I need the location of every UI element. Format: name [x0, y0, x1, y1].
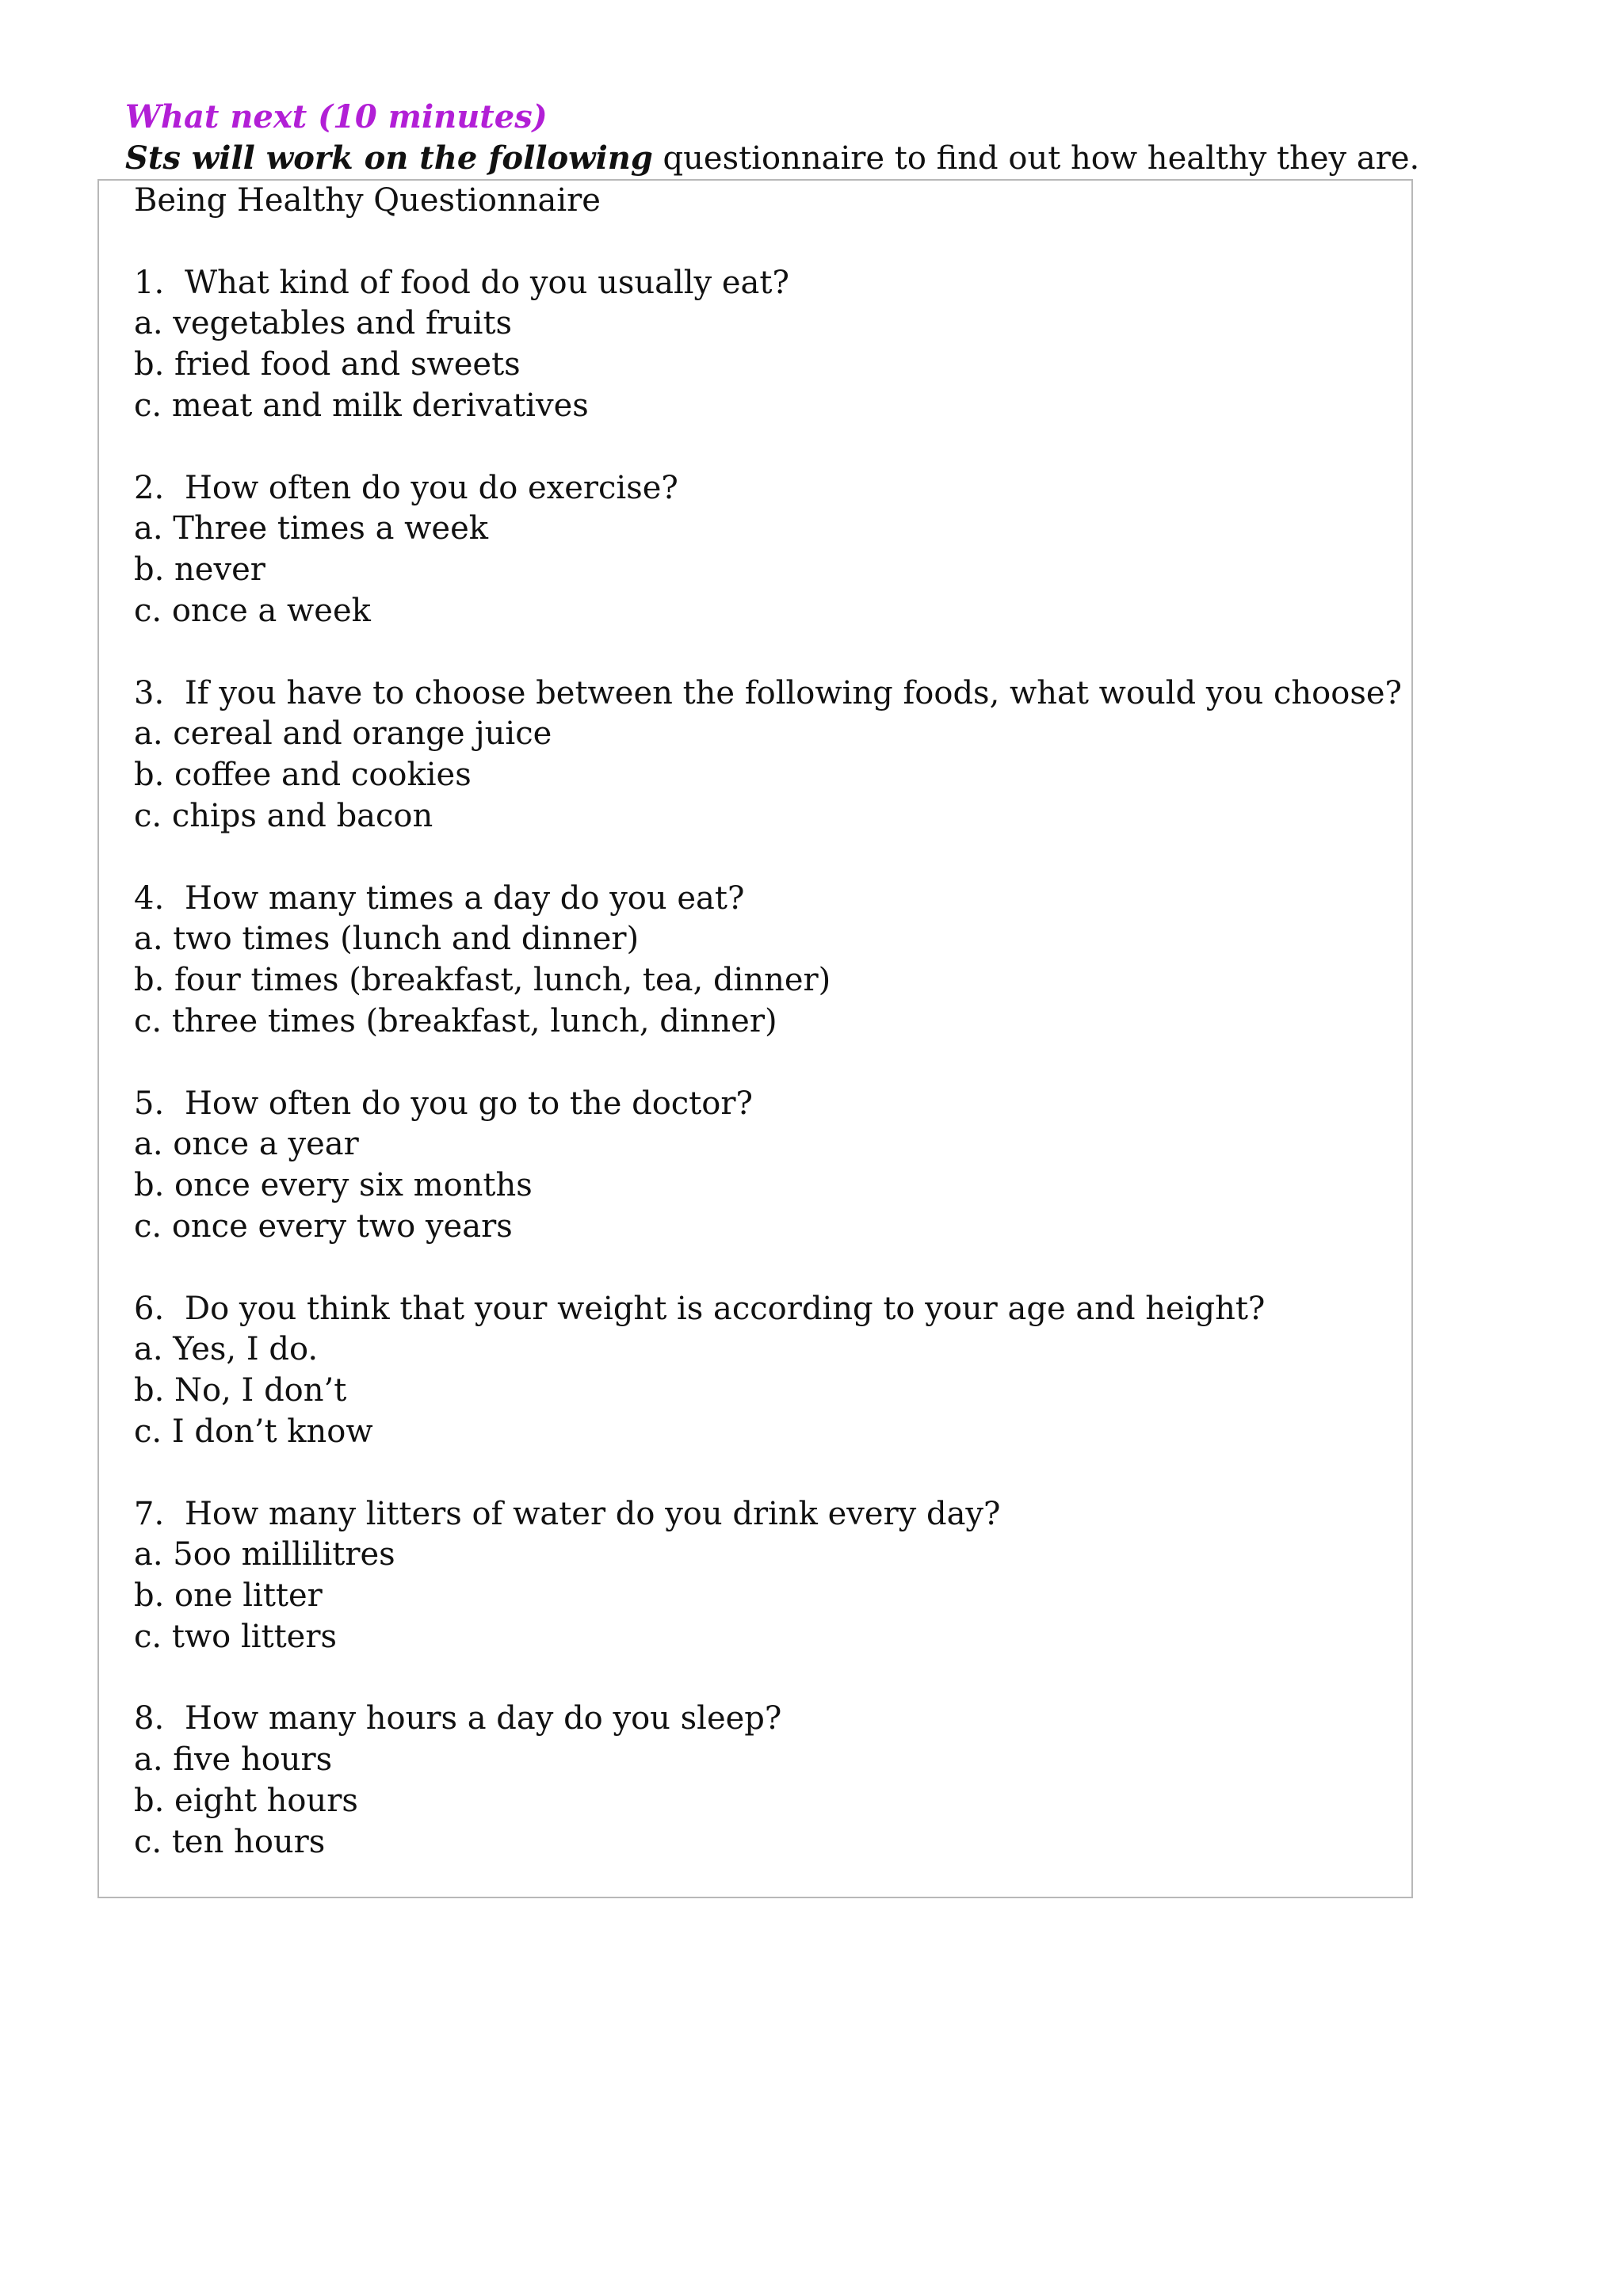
question-text: How often do you go to the doctor? [185, 1085, 753, 1122]
question-number: 4. [134, 879, 165, 917]
question-text-line [134, 263, 1396, 304]
answer-option: a. 5oo millilitres [134, 1536, 395, 1573]
answer-option: b. once every six months [134, 1167, 533, 1204]
questionnaire-content [134, 181, 1402, 1863]
answer-option: c. I don’t know [134, 1413, 373, 1450]
question-1 [134, 263, 1396, 427]
question-number: 8. [134, 1700, 165, 1737]
answer-option: b. never [134, 551, 265, 589]
answer-option: a. once a year [134, 1126, 359, 1163]
question-8 [134, 1699, 1396, 1863]
question-6 [134, 1289, 1396, 1453]
question-text: What kind of food do you usually eat? [185, 264, 789, 301]
question-text: How many litters of water do you drink every day? [185, 1495, 1001, 1532]
question-text-line [134, 1494, 1396, 1535]
questionnaire-box [97, 179, 1413, 1898]
questionnaire-title: Being Healthy Questionnaire [134, 182, 601, 219]
question-text-line [134, 1084, 1396, 1125]
question-text-line [134, 673, 1402, 715]
question-text: How many times a day do you eat? [185, 879, 745, 917]
question-text: How often do you do exercise? [185, 469, 678, 506]
question-text-line [134, 468, 1396, 509]
question-number: 6. [134, 1290, 165, 1327]
answer-option: c. three times (breakfast, lunch, dinner) [134, 1002, 777, 1039]
answer-option: a. Three times a week [134, 510, 488, 547]
question-text-line [134, 1289, 1396, 1330]
answer-option: c. chips and bacon [134, 797, 433, 834]
intro-rest: questionnaire to find out how healthy they are. [652, 140, 1420, 177]
question-text: Do you think that your weight is according to your age and height? [185, 1290, 1266, 1327]
question-number: 7. [134, 1495, 165, 1532]
question-text-line [134, 879, 1396, 920]
answer-option: a. five hours [134, 1741, 333, 1779]
question-4 [134, 879, 1396, 1043]
question-5 [134, 1084, 1396, 1248]
question-number: 2. [134, 469, 165, 506]
answer-option: c. once every two years [134, 1207, 513, 1245]
answer-option: a. two times (lunch and dinner) [134, 921, 640, 958]
section-heading: What next (10 minutes) [125, 98, 548, 135]
question-2 [134, 468, 1396, 632]
question-number: 5. [134, 1085, 165, 1122]
question-3 [134, 673, 1402, 837]
answer-option: b. coffee and cookies [134, 757, 472, 794]
answer-option: a. vegetables and fruits [134, 305, 513, 342]
answer-option: a. cereal and orange juice [134, 715, 552, 753]
question-7 [134, 1494, 1396, 1658]
answer-option: c. ten hours [134, 1823, 326, 1860]
answer-option: b. No, I don’t [134, 1372, 347, 1409]
answer-option: c. two litters [134, 1618, 337, 1655]
question-list [134, 263, 1402, 1863]
question-number: 1. [134, 264, 165, 301]
answer-option: b. fried food and sweets [134, 346, 521, 383]
intro-text [125, 138, 1419, 179]
question-text: If you have to choose between the following foods, what would you choose? [185, 674, 1402, 711]
question-text: How many hours a day do you sleep? [185, 1700, 782, 1737]
answer-option: b. four times (breakfast, lunch, tea, dinner) [134, 962, 831, 999]
answer-option: b. eight hours [134, 1783, 358, 1820]
answer-option: a. Yes, I do. [134, 1331, 319, 1368]
answer-option: c. meat and milk derivatives [134, 387, 589, 424]
answer-option: c. once a week [134, 592, 371, 629]
intro-emphasis: Sts will work on the following [125, 139, 653, 177]
question-number: 3. [134, 674, 165, 711]
question-text-line [134, 1699, 1396, 1740]
answer-option: b. one litter [134, 1577, 323, 1615]
